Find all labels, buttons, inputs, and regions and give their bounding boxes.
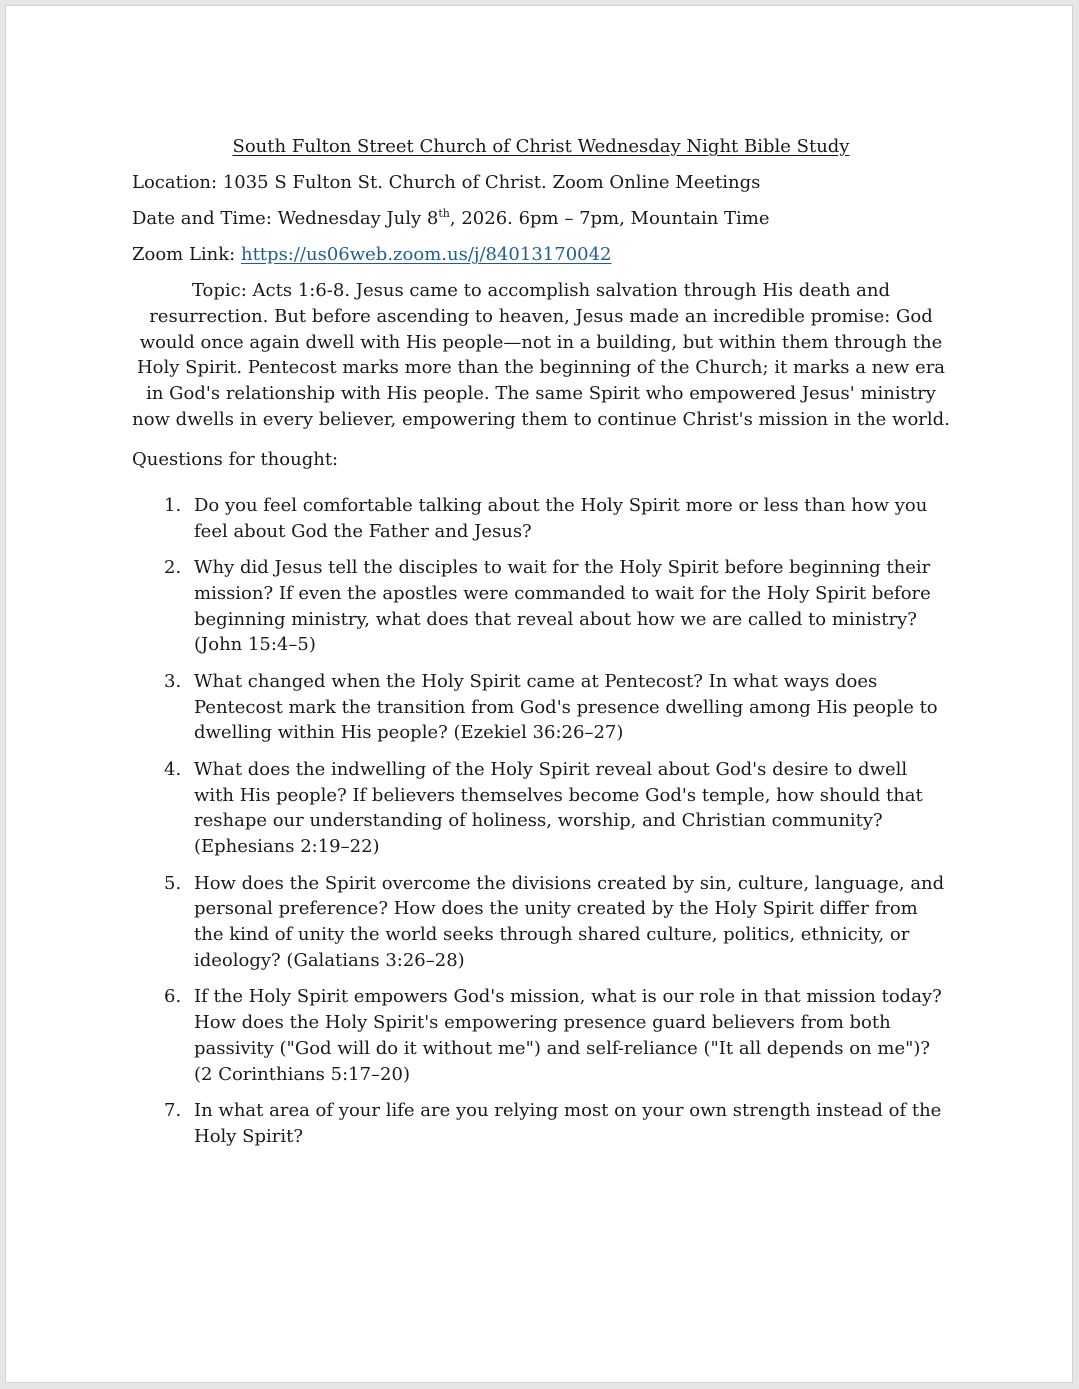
question-number: 7. <box>164 1100 182 1122</box>
question-number: 5. <box>164 872 182 894</box>
datetime-ordinal-suffix: th <box>438 207 450 220</box>
datetime-line <box>132 206 950 232</box>
question-number: 1. <box>164 494 182 516</box>
question-number: 6. <box>164 986 182 1008</box>
question-text: Why did Jesus tell the disciples to wait for the Holy Spirit before beginning their mission? If even the apostles were commanded to wait for the Holy Spirit before beginning ministry, what does that reveal about how we are called to ministry? (John 15:4–5) <box>194 556 931 656</box>
question-item <box>132 757 950 860</box>
question-number: 2. <box>164 556 182 578</box>
question-number: 3. <box>164 670 182 692</box>
location-value: 1035 S Fulton St. Church of Christ. Zoom Online Meetings <box>222 172 761 193</box>
zoom-link[interactable]: https://us06web.zoom.us/j/84013170042 <box>240 244 612 265</box>
question-item <box>132 669 950 746</box>
document-content <box>132 134 950 1160</box>
datetime-rest: , 2026. 6pm – 7pm, Mountain Time <box>449 208 770 229</box>
questions-heading: Questions for thought: <box>132 448 339 470</box>
question-item <box>132 555 950 658</box>
question-text: What does the indwelling of the Holy Spirit reveal about God's desire to dwell with His people? If believers themselves become God's temple, how should that reshape our understanding of holiness, worship, and Christian community? (Ephesians 2:19–22) <box>194 758 923 858</box>
question-text: If the Holy Spirit empowers God's mission, what is our role in that mission today? How does the Holy Spirit's empowering presence guard believers from both passivity ("God will do it without me") and self-reliance ("It all depends on me")? (2 Corinthians 5:17–20) <box>194 986 942 1085</box>
zoom-line <box>132 242 950 268</box>
question-item <box>132 871 950 974</box>
location-line <box>132 170 950 196</box>
topic-paragraph: Topic: Acts 1:6-8. Jesus came to accomplish salvation through His death and resurrection. But before ascending to heaven, Jesus made an incredible promise: God would once again dwell with His people—not in a building, but within them through the Holy Spirit. Pentecost marks more than the beginning of the Church; it marks a new era in God's relationship with His people. The same Spirit who empowered Jesus' ministry now dwells in every believer, empowering them to continue Christ's mission in the world. <box>132 280 950 430</box>
question-item <box>132 1098 950 1150</box>
question-item <box>132 984 950 1087</box>
question-number: 4. <box>164 758 182 780</box>
question-item <box>132 493 950 545</box>
datetime-date: Wednesday July 8 <box>277 208 439 229</box>
datetime-value <box>278 208 770 229</box>
question-text: What changed when the Holy Spirit came at Pentecost? In what ways does Pentecost mark the transition from God's presence dwelling among His people to dwelling within His people? (Ezekiel 36:26–27) <box>194 670 938 744</box>
question-text: In what area of your life are you relying most on your own strength instead of the Holy Spirit? <box>194 1100 942 1147</box>
document-title: South Fulton Street Church of Christ Wednesday Night Bible Study <box>232 136 850 157</box>
zoom-label: Zoom Link: <box>132 244 236 265</box>
location-label: Location: <box>132 172 218 193</box>
question-text: Do you feel comfortable talking about the Holy Spirit more or less than how you feel about God the Father and Jesus? <box>194 494 928 542</box>
questions-list <box>132 493 950 1150</box>
datetime-label: Date and Time: <box>132 208 272 229</box>
document-page <box>5 5 1073 1383</box>
question-text: How does the Spirit overcome the divisions created by sin, culture, language, and personal preference? How does the unity created by the Holy Spirit differ from the kind of unity the world seeks through shared culture, politics, ethnicity, or ideology? (Galatians 3:26–28) <box>194 872 945 971</box>
